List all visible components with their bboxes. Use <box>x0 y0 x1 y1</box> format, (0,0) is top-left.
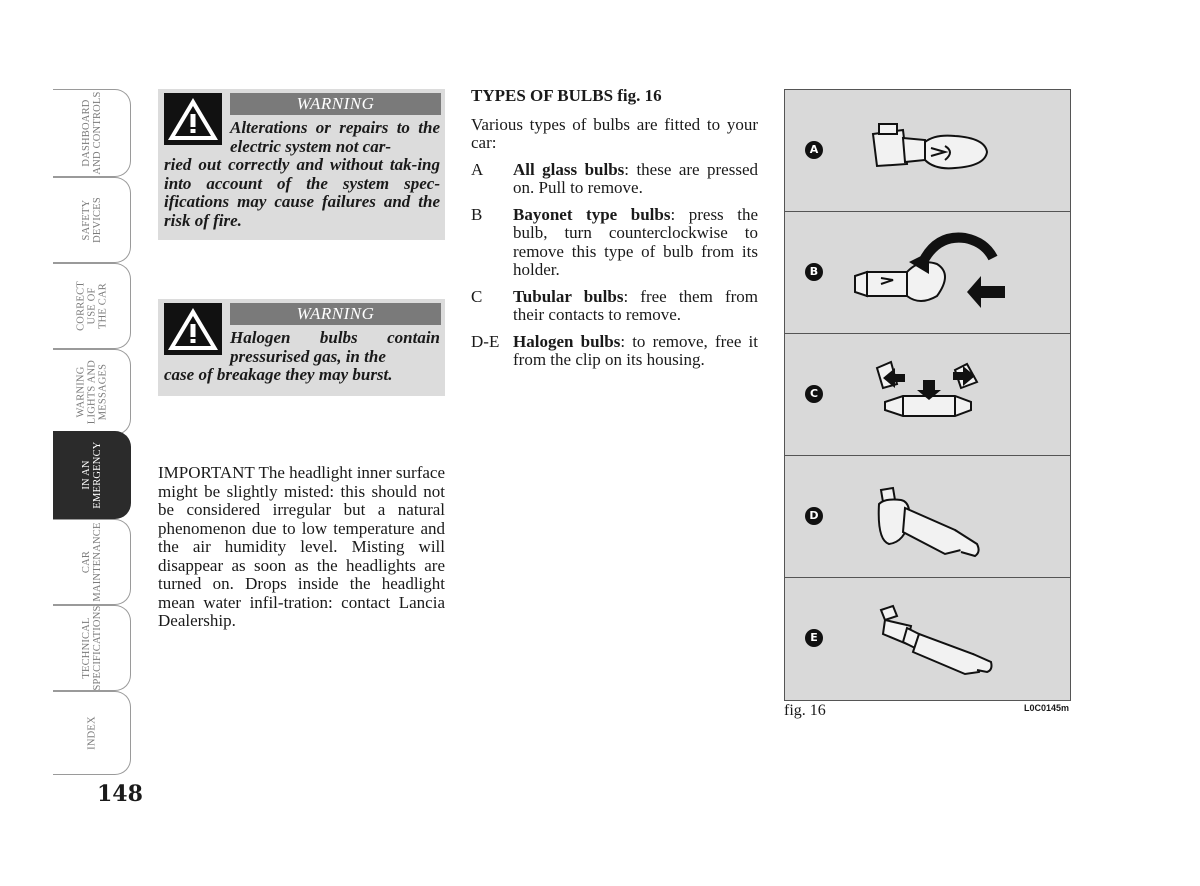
tab-label: CORRECT USE OF THE CAR <box>75 281 108 331</box>
bulb-key: B <box>471 204 483 224</box>
bulb-key: C <box>471 286 483 306</box>
tab-label: DASHBOARD AND CONTROLS <box>80 91 103 175</box>
tab-label: IN AN EMERGENCY <box>80 441 103 509</box>
important-note: IMPORTANT The headlight inner surface might be slightly misted: this should not be considered irregular but a natural phenomenon due to low temperature and the air humidity level. Misting will disappear as soon as the headlights are turned on. Drops inside the headlight mean water infil-tration: contact Lancia Dealership. <box>158 463 445 630</box>
warning-box-electric-system <box>158 89 445 240</box>
tab-label: WARNING LIGHTS AND MESSAGES <box>75 359 108 425</box>
section-intro: Various types of bulbs are fitted to your car: <box>471 114 758 152</box>
warning-text-first: Halogen bulbs contain pressurised gas, in the <box>230 328 440 366</box>
bulb-name: Halogen bulbs <box>513 331 621 351</box>
bulb-description: : press the bulb, turn counterclockwise to remove this type of bulb from its holder. <box>513 204 758 279</box>
tab-correct-use-of-the-car[interactable] <box>53 263 131 349</box>
figure-panel-d <box>785 456 1070 578</box>
page-number: 148 <box>97 781 143 807</box>
bulb-item-b <box>471 206 758 280</box>
bulb-name: Bayonet type bulbs <box>513 204 671 224</box>
tab-in-an-emergency[interactable] <box>53 431 131 519</box>
figure-panel-c <box>785 334 1070 456</box>
bulb-description: : these are pressed on. Pull to remove. <box>513 159 759 197</box>
panel-badge: A <box>805 141 823 159</box>
figure-panel-e <box>785 578 1070 700</box>
figure-panel-b <box>785 212 1070 334</box>
figure-bulbs <box>784 89 1071 701</box>
panel-badge: C <box>805 385 823 403</box>
bayonet-bulb-icon <box>845 216 1055 330</box>
bulb-item-a <box>471 161 758 198</box>
warning-heading: WARNING <box>230 303 441 325</box>
tab-safety-devices[interactable] <box>53 177 131 263</box>
warning-text-rest: case of breakage they may burst. <box>164 365 393 384</box>
tab-dashboard-and-controls[interactable] <box>53 89 131 177</box>
all-glass-bulb-icon <box>845 94 1055 208</box>
warning-box-halogen-bulbs <box>158 299 445 396</box>
figure-caption: fig. 16 <box>784 702 826 719</box>
bulb-description: : to remove, free it from the clip on its housing. <box>513 331 758 369</box>
panel-badge: B <box>805 263 823 281</box>
warning-text-rest: ried out correctly and without tak-ing into account of the system spec-ifications may cause failures and the risk of fire. <box>164 155 440 230</box>
bulb-description: : free them from their contacts to remove. <box>513 286 758 324</box>
bulb-item-c <box>471 288 758 325</box>
bulb-types-section <box>471 87 758 378</box>
tab-label: SAFETY DEVICES <box>80 197 103 243</box>
bulb-key: A <box>471 159 484 179</box>
warning-heading: WARNING <box>230 93 441 115</box>
halogen-bulb-e-icon <box>845 582 1055 696</box>
warning-text <box>164 119 440 230</box>
bulb-key: D-E <box>471 331 500 351</box>
tab-label: INDEX <box>86 716 97 750</box>
halogen-bulb-d-icon <box>845 460 1055 574</box>
tab-index[interactable] <box>53 691 131 775</box>
bulb-name: All glass bulbs <box>513 159 625 179</box>
figure-panel-a <box>785 90 1070 212</box>
bulb-item-d-e <box>471 333 758 370</box>
tab-label: CAR MAINTENANCE <box>80 522 103 602</box>
warning-text-first: Alterations or repairs to the electric system not car- <box>230 118 440 156</box>
tab-technical-specifications[interactable] <box>53 605 131 691</box>
tab-warning-lights-and-messages[interactable] <box>53 349 131 435</box>
figure-code: L0C0145m <box>1024 703 1070 713</box>
bulb-name: Tubular bulbs <box>513 286 624 306</box>
section-heading: TYPES OF BULBS fig. 16 <box>471 86 662 105</box>
warning-text <box>164 329 440 385</box>
panel-badge: E <box>805 629 823 647</box>
panel-badge: D <box>805 507 823 525</box>
tab-label: TECHNICAL SPECIFICATIONS <box>80 605 103 691</box>
tab-car-maintenance[interactable] <box>53 519 131 605</box>
tubular-bulb-icon <box>845 338 1055 452</box>
